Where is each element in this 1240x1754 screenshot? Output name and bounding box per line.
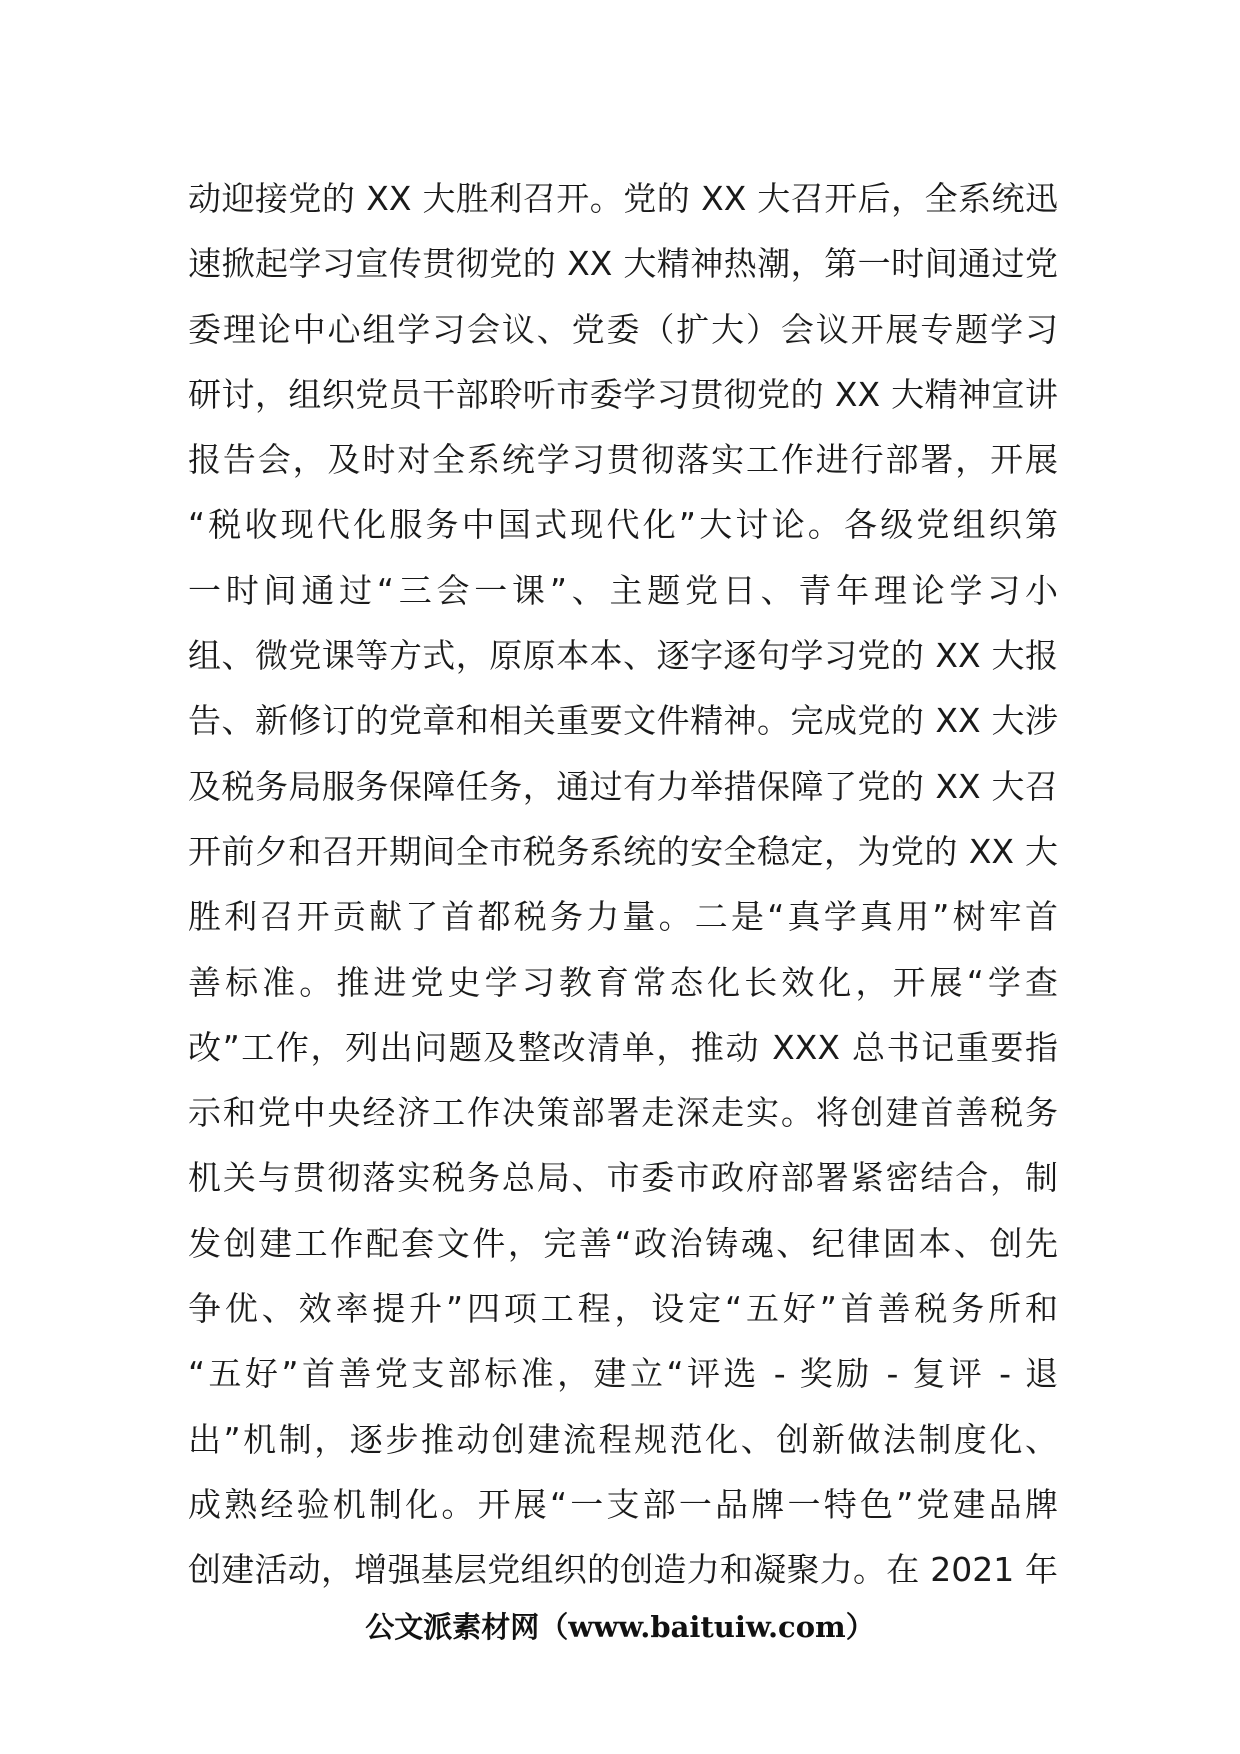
text-line: 一时间通过“三会一课”、主题党日、青年理论学习小 xyxy=(188,570,1058,610)
text-line: 报告会，及时对全系统学习贯彻落实工作进行部署，开展 xyxy=(188,440,1058,480)
text-line: “五好”首善党支部标准，建立“评选 - 奖励 - 复评 - 退 xyxy=(188,1354,1058,1394)
text-line: 告、新修订的党章和相关重要文件精神。完成党的 XX 大涉 xyxy=(188,701,1058,741)
text-line: “税收现代化服务中国式现代化”大讨论。各级党组织第 xyxy=(188,505,1058,545)
text-line: 及税务局服务保障任务，通过有力举措保障了党的 XX 大召 xyxy=(188,766,1058,806)
text-line: 开前夕和召开期间全市税务系统的安全稳定，为党的 XX 大 xyxy=(188,831,1058,871)
text-line: 示和党中央经济工作决策部署走深走实。将创建首善税务 xyxy=(188,1093,1058,1133)
text-line: 出”机制，逐步推动创建流程规范化、创新做法制度化、 xyxy=(188,1419,1058,1459)
text-line: 胜利召开贡献了首都税务力量。二是“真学真用”树牢首 xyxy=(188,897,1058,937)
text-line: 创建活动，增强基层党组织的创造力和凝聚力。在 2021 年 xyxy=(188,1550,1058,1590)
text-line: 发创建工作配套文件，完善“政治铸魂、纪律固本、创先 xyxy=(188,1223,1058,1263)
text-line: 组、微党课等方式，原原本本、逐字逐句学习党的 XX 大报 xyxy=(188,636,1058,676)
text-line: 动迎接党的 XX 大胜利召开。党的 XX 大召开后，全系统迅 xyxy=(188,179,1058,218)
text-line: 改”工作，列出问题及整改清单，推动 XXX 总书记重要指 xyxy=(188,1027,1058,1067)
text-line: 争优、效率提升”四项工程，设定“五好”首善税务所和 xyxy=(188,1289,1058,1329)
text-line: 成熟经验机制化。开展“一支部一品牌一特色”党建品牌 xyxy=(188,1484,1058,1524)
text-line: 机关与贯彻落实税务总局、市委市政府部署紧密结合，制 xyxy=(188,1158,1058,1198)
text-line: 委理论中心组学习会议、党委（扩大）会议开展专题学习 xyxy=(188,309,1058,349)
body-paragraph xyxy=(188,166,1058,1603)
text-line: 研讨，组织党员干部聆听市委学习贯彻党的 XX 大精神宣讲 xyxy=(188,374,1058,414)
text-line: 速掀起学习宣传贯彻党的 XX 大精神热潮，第一时间通过党 xyxy=(188,244,1058,284)
footer-watermark: 公文派素材网（www.baituiw.com） xyxy=(365,1610,875,1644)
text-line: 善标准。推进党史学习教育常态化长效化，开展“学查 xyxy=(188,962,1058,1002)
